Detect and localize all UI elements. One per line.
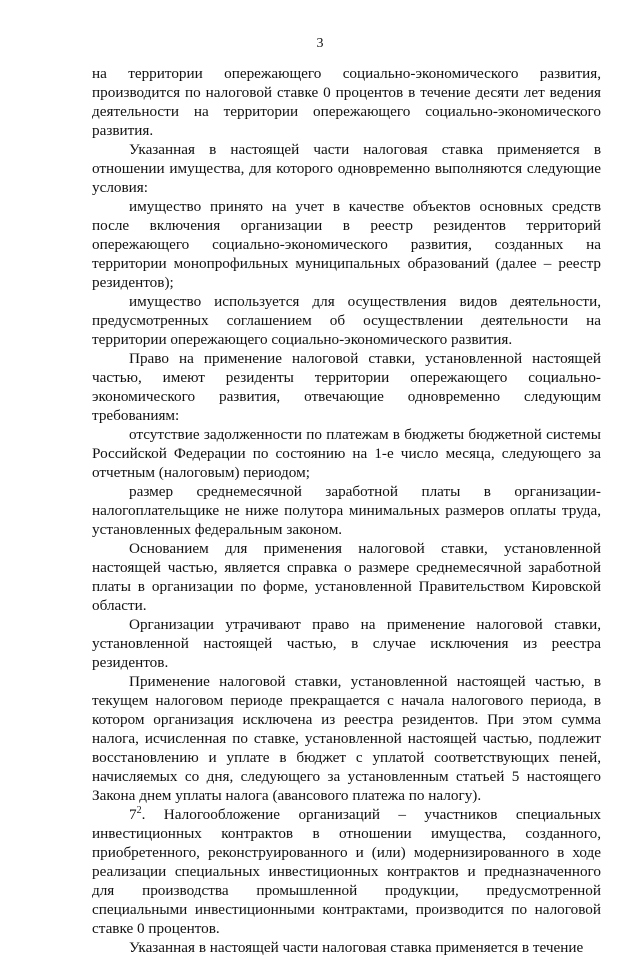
item-superscript: 2 — [136, 804, 142, 816]
paragraph-termination: Применение налоговой ставки, установленной настоящей частью, в текущем налоговом периоде прекращается с начала налогового периода, в котором организация исключена из реестра резидентов. При этом сумма налога, исчисленная по ставке, установленной настоящей частью, подлежит восстановлению и уплате в бюджет с уплатой соответствующих пеней, начисляемых со дня, следующего за установленным статьей 5 настоящего Закона днем уплаты налога (авансового платежа по налогу). — [92, 673, 601, 804]
page-number: 3 — [316, 36, 324, 51]
item-period: . — [141, 806, 146, 823]
paragraph-basis-certificate: Основанием для применения налоговой ставки, установленной настоящей частью, является справка о размере среднемесячной заработной платы в организации по форме, установленной Правительством Кировской области. — [92, 540, 601, 614]
paragraph-loss-of-right: Организации утрачивают право на применение налоговой ставки, установленной настоящей частью, в случае исключения из реестра резидентов. — [92, 616, 601, 671]
paragraph-item-7-2 — [92, 805, 601, 938]
paragraph-requirement-salary: размер среднемесячной заработной платы в организации-налогоплательщике не ниже полутора минимальных размеров оплаты труда, установленных федеральным законом. — [92, 483, 601, 538]
paragraph-continuation: на территории опережающего социально-экономического развития, производится по налоговой ставке 0 процентов в течение десяти лет ведения деятельности на территории опережающего социально-экономического развития. — [92, 65, 601, 139]
paragraph-requirement-no-debt: отсутствие задолженности по платежам в бюджеты бюджетной системы Российской Федерации по состоянию на 1-е число месяца, следующего за отчетным (налоговым) периодом; — [92, 426, 601, 481]
paragraph-condition-usage: имущество используется для осуществления видов деятельности, предусмотренных соглашением об осуществлении деятельности на территории опережающего социально-экономического развития. — [92, 293, 601, 348]
paragraph-right-to-rate: Право на применение налоговой ставки, установленной настоящей частью, имеют резиденты территории опережающего социально-экономического развития, отвечающие одновременно следующим требованиям: — [92, 350, 601, 424]
document-body — [92, 64, 601, 957]
paragraph-condition-registration: имущество принято на учет в качестве объектов основных средств после включения организации в реестр резидентов территорий опережающего социально-экономического развития, созданных на территории монопрофильных муниципальных образований (далее – реестр резидентов); — [92, 198, 601, 291]
paragraph-last: Указанная в настоящей части налоговая ставка применяется в течение — [129, 939, 584, 956]
item-text: Налогообложение организаций – участников специальных инвестиционных контрактов в отношении имущества, созданного, приобретенного, реконструированного и (или) модернизированного в ходе реализации специальных инвестиционных контрактов и предназначенного для производства промышленной продукции, предусмотренной специальными инвестиционными контрактами, производится по налоговой ставке 0 процентов. — [92, 806, 601, 937]
item-number: 7 — [129, 806, 137, 823]
paragraph-rate-conditions: Указанная в настоящей части налоговая ставка применяется в отношении имущества, для которого одновременно выполняются следующие условия: — [92, 141, 601, 196]
